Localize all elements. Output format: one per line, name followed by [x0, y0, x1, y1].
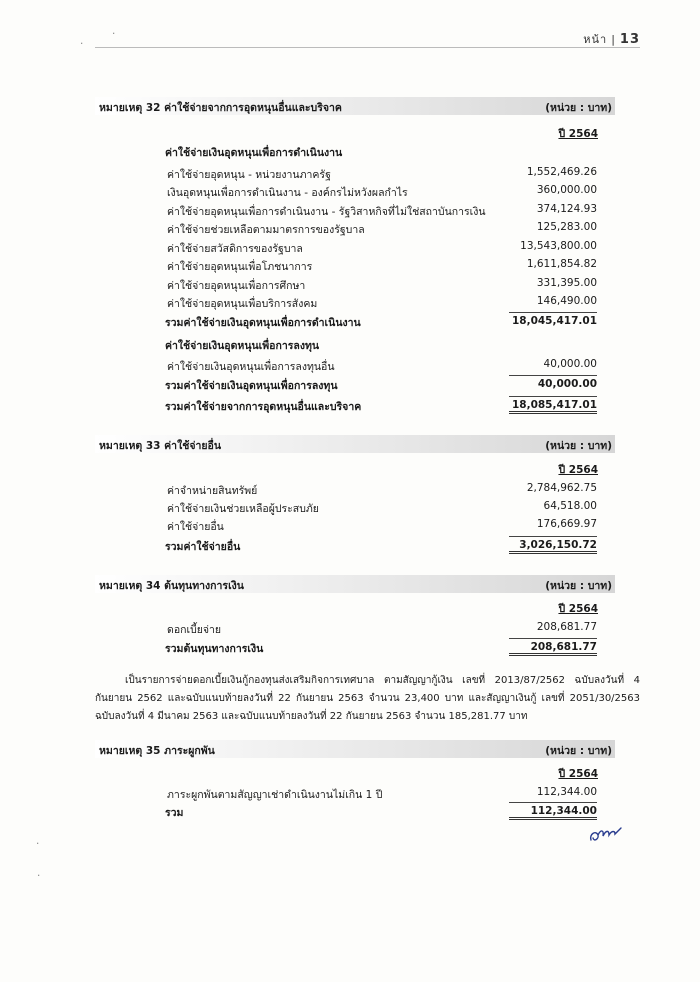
row-amount: 13,543,800.00: [520, 240, 597, 252]
page-header: หน้า | 13: [583, 32, 640, 47]
table-row: [165, 500, 597, 516]
note32-section1-total-row: [165, 314, 597, 330]
header-rule: [95, 47, 640, 48]
table-row: [165, 221, 597, 237]
row-amount: 208,681.77: [536, 621, 597, 633]
total-label: รวมค่าใช้จ่ายจากการอุดหนุนอื่นและบริจาค: [165, 401, 362, 413]
row-label: ค่าใช้จ่ายอื่น: [167, 521, 224, 533]
row-label: ค่าใช้จ่ายอุดหนุน - หน่วยงานภาครัฐ: [167, 169, 331, 181]
total-amount: 18,045,417.01: [509, 312, 597, 327]
table-row: [165, 786, 597, 802]
table-row: [165, 518, 597, 534]
total-amount: 3,026,150.72: [509, 536, 597, 554]
row-amount: 374,124.93: [536, 203, 597, 215]
table-row: [165, 277, 597, 293]
row-amount: 176,669.97: [536, 518, 597, 530]
row-amount: 64,518.00: [543, 500, 597, 512]
scan-speck: ·: [36, 838, 40, 850]
row-amount: 112,344.00: [536, 786, 597, 798]
row-label: ภาระผูกพันตามสัญญาเช่าดำเนินงานไม่เกิน 1 ปี: [167, 789, 383, 801]
scan-speck: ·: [112, 28, 116, 40]
note35-title: หมายเหตุ 35 ภาระผูกพัน: [99, 745, 215, 757]
note35-unit: (หน่วย : บาท): [545, 745, 612, 757]
row-amount: 40,000.00: [543, 358, 597, 370]
note33-unit: (หน่วย : บาท): [545, 440, 612, 452]
note33-title: หมายเหตุ 33 ค่าใช้จ่ายอื่น: [99, 440, 222, 452]
table-row: [165, 482, 597, 498]
row-amount: 360,000.00: [536, 184, 597, 196]
note35-year: ปี 2564: [558, 768, 598, 780]
total-label: รวมค่าใช้จ่ายเงินอุดหนุนเพื่อการลงทุน: [165, 380, 338, 392]
row-amount: 146,490.00: [536, 295, 597, 307]
note32-section2-heading: [165, 337, 597, 353]
row-amount: 2,784,962.75: [526, 482, 597, 494]
row-label: ค่าใช้จ่ายอุดหนุนเพื่อโภชนาการ: [167, 261, 313, 273]
note34-paragraph: เป็นรายการจ่ายดอกเบี้ยเงินกู้กองทุนส่งเสริมกิจการเทศบาล ตามสัญญากู้เงิน เลขที่ 2013/87/2562 ฉบับลงวันที่ 4 กันยายน 2562 และฉบับแนบท้ายลงวันที่ 22 กันยายน 2563 จำนวน 23,400 บาท และสัญญาเงินกู้ เลขที่ 2051/30/2563 ฉบับลงวันที่ 4 มีนาคม 2563 และฉบับแนบท้ายลงวันที่ 22 กันยายน 2563 จำนวน 185,281.77 บาท: [95, 675, 640, 722]
note34-title: หมายเหตุ 34 ต้นทุนทางการเงิน: [99, 580, 244, 592]
row-label: ค่าใช้จ่ายสวัสดิการของรัฐบาล: [167, 243, 303, 255]
row-label: ค่าใช้จ่ายอุดหนุนเพื่อบริการสังคม: [167, 298, 318, 310]
row-amount: 331,395.00: [536, 277, 597, 289]
signature-initials: [588, 824, 624, 846]
row-label: ค่าใช้จ่ายช่วยเหลือตามมาตรการของรัฐบาล: [167, 224, 365, 236]
note32-section2-total-row: [165, 377, 597, 393]
row-label: ค่าใช้จ่ายอุดหนุนเพื่อการดำเนินงาน - รัฐวิสาหกิจที่ไม่ใช่สถาบันการเงิน: [167, 206, 486, 218]
total-label: รวมค่าใช้จ่ายเงินอุดหนุนเพื่อการดำเนินงาน: [165, 317, 361, 329]
table-row: [165, 203, 597, 219]
page-number: 13: [619, 32, 640, 47]
page-label: หน้า: [583, 33, 608, 46]
table-row: [165, 166, 597, 182]
table-row: [165, 258, 597, 274]
row-label: ดอกเบี้ยจ่าย: [167, 624, 222, 636]
row-label: ค่าใช้จ่ายเงินช่วยเหลือผู้ประสบภัย: [167, 503, 319, 515]
total-label: รวม: [165, 807, 184, 819]
row-label: เงินอุดหนุนเพื่อการดำเนินงาน - องค์กรไม่หวังผลกำไร: [167, 187, 408, 199]
total-label: รวมต้นทุนทางการเงิน: [165, 643, 264, 655]
total-amount: 40,000.00: [509, 375, 597, 390]
table-row: [165, 295, 597, 311]
table-row: [165, 184, 597, 200]
note32-section1-heading: [165, 144, 597, 160]
total-amount: 18,085,417.01: [509, 396, 597, 414]
row-label: ค่าจำหน่ายสินทรัพย์: [167, 485, 258, 497]
total-amount: 208,681.77: [509, 638, 597, 656]
note33-year: ปี 2564: [558, 464, 598, 476]
scan-speck: ·: [80, 38, 84, 50]
section-title: ค่าใช้จ่ายเงินอุดหนุนเพื่อการดำเนินงาน: [165, 147, 343, 159]
total-amount: 112,344.00: [509, 802, 597, 820]
row-label: ค่าใช้จ่ายเงินอุดหนุนเพื่อการลงทุนอื่น: [167, 361, 335, 373]
note34-total-row: [165, 640, 597, 656]
total-label: รวมค่าใช้จ่ายอื่น: [165, 541, 241, 553]
note34-unit: (หน่วย : บาท): [545, 580, 612, 592]
note32-year: ปี 2564: [558, 128, 598, 140]
scan-speck: ·: [37, 870, 41, 882]
table-row: [165, 358, 597, 374]
row-label: ค่าใช้จ่ายอุดหนุนเพื่อการศึกษา: [167, 280, 306, 292]
table-row: [165, 621, 597, 637]
table-row: [165, 240, 597, 256]
note34-year: ปี 2564: [558, 603, 598, 615]
section-title: ค่าใช้จ่ายเงินอุดหนุนเพื่อการลงทุน: [165, 340, 320, 352]
note32-unit: (หน่วย : บาท): [545, 102, 612, 114]
row-amount: 1,552,469.26: [526, 166, 597, 178]
row-amount: 125,283.00: [536, 221, 597, 233]
note35-total-row: [165, 804, 597, 820]
row-amount: 1,611,854.82: [526, 258, 597, 270]
note32-grand-total-row: [165, 398, 597, 414]
note33-total-row: [165, 538, 597, 554]
note32-title: หมายเหตุ 32 ค่าใช้จ่ายจากการอุดหนุนอื่นและบริจาค: [99, 102, 342, 114]
